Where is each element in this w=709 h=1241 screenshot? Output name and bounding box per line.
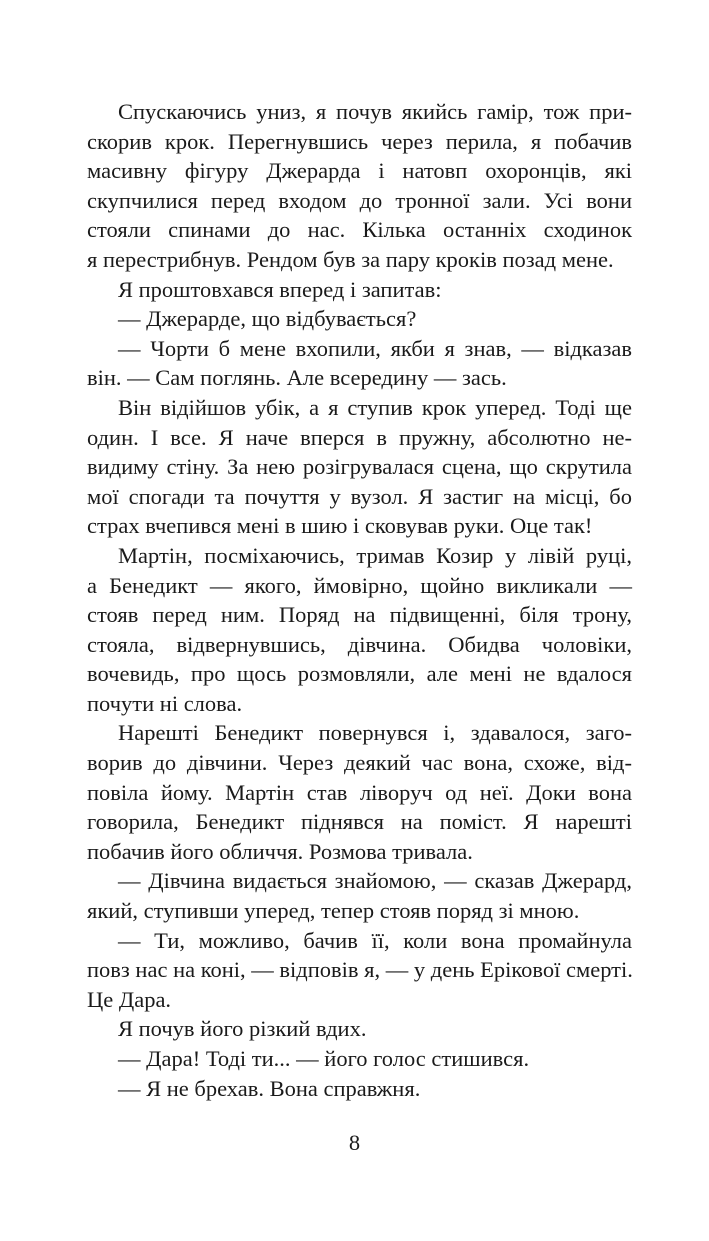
- text-line: Мартін, посміхаючись, тримав Козир у лівій руці,: [118, 542, 632, 568]
- body-text: [87, 97, 632, 1103]
- text-line: скорив крок. Перегнувшись через перила, я побачив: [87, 128, 632, 154]
- text-line: Нарешті Бенедикт повернувся і, здавалося, заго-: [118, 720, 632, 746]
- text-line: який, ступивши уперед, тепер стояв поряд зі мною.: [87, 898, 580, 924]
- text-line: — Чорти б мене вхопили, якби я знав, — відказав: [118, 335, 632, 361]
- text-line: повіла йому. Мартін став ліворуч од неї. Доки вона: [87, 779, 632, 805]
- text-line: страх вчепився мені в шию і сковував руки. Оце так!: [87, 513, 593, 539]
- text-line: говорила, Бенедикт піднявся на поміст. Я нарешті: [87, 809, 632, 835]
- text-line: почути ні слова.: [87, 690, 243, 716]
- text-line: стояла, відвернувшись, дівчина. Обидва чоловіки,: [87, 631, 632, 657]
- text-line: Я проштовхався вперед і запитав:: [118, 276, 442, 302]
- text-line: Він відійшов убік, а я ступив крок уперед. Тоді ще: [118, 394, 632, 420]
- text-line: я перестрибнув. Рендом був за пару кроків позад мене.: [87, 246, 614, 272]
- text-line: — Дівчина видається знайомою, — сказав Джерард,: [118, 868, 632, 894]
- text-line: повз нас на коні, — відповів я, — у день Ерікової смерті.: [87, 957, 633, 983]
- text-line: мої спогади та почуття у вузол. Я застиг на місці, бо: [87, 483, 632, 509]
- text-line: скупчилися перед входом до тронної зали. Усі вони: [87, 187, 632, 213]
- text-line: Спускаючись униз, я почув якийсь гамір, тож при-: [118, 99, 632, 124]
- text-line: один. І все. Я наче вперся в пружну, абсолютно не-: [87, 424, 632, 450]
- text-line: видиму стіну. За нею розігрувалася сцена, що скрутила: [87, 454, 632, 480]
- text-line: Я почув його різкий вдих.: [118, 1016, 367, 1042]
- text-line: — Дара! Тоді ти... — його голос стишився.: [118, 1046, 530, 1071]
- text-line: ворив до дівчини. Через деякий час вона, схоже, від-: [87, 750, 632, 776]
- text-line: Це Дара.: [87, 986, 172, 1012]
- text-line: масивну фігуру Джерарда і натовп охоронців, які: [87, 158, 632, 184]
- text-line: — Ти, можливо, бачив її, коли вона промайнула: [118, 927, 632, 953]
- text-line: — Я не брехав. Вона справжня.: [118, 1075, 421, 1101]
- text-line: вочевидь, про щось розмовляли, але мені не вдалося: [87, 661, 632, 687]
- text-line: він. — Сам поглянь. Але всередину — зась.: [87, 365, 507, 391]
- text-line: стояв перед ним. Поряд на підвищенні, біля трону,: [87, 602, 632, 628]
- page-number: 8: [348, 1130, 361, 1155]
- text-line: стояли спинами до нас. Кілька останніх сходинок: [87, 217, 632, 243]
- text-line: — Джерарде, що відбувається?: [118, 306, 417, 332]
- text-line: а Бенедикт — якого, ймовірно, щойно викликали —: [87, 572, 632, 598]
- text-line: побачив його обличчя. Розмова тривала.: [87, 838, 473, 864]
